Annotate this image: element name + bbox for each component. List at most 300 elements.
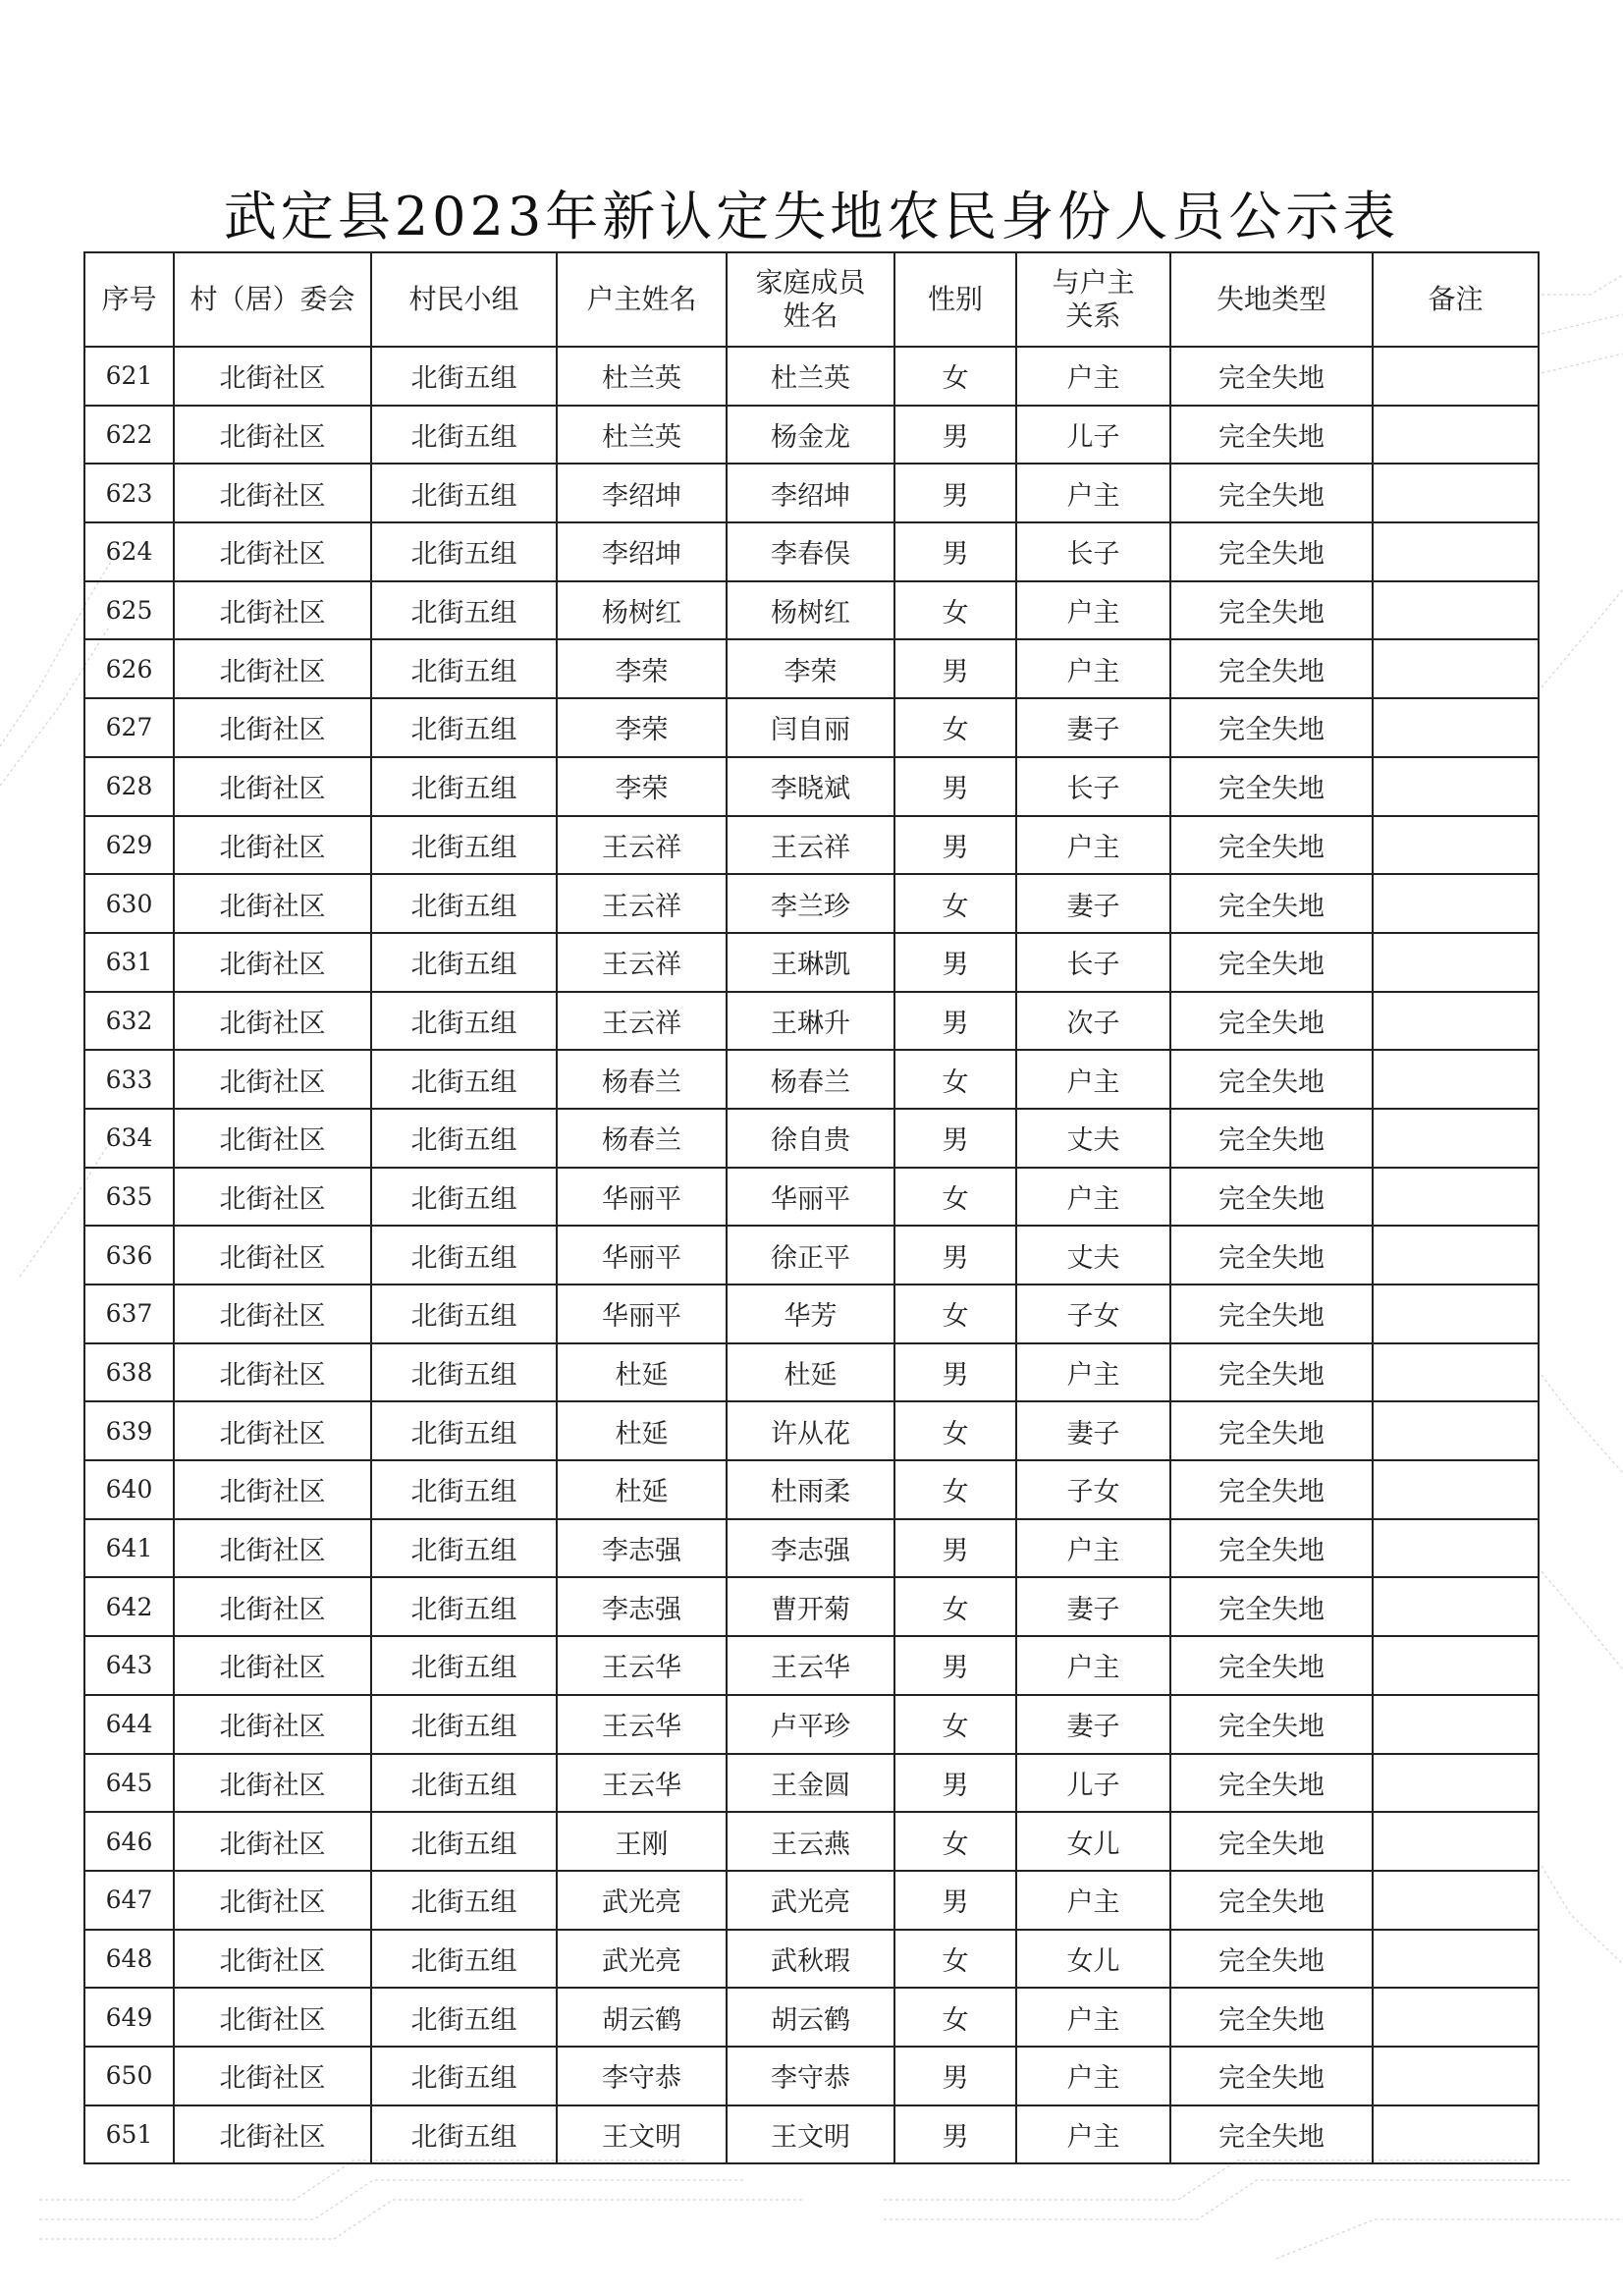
cell-remarks <box>1373 1285 1539 1343</box>
cell-land-type: 完全失地 <box>1170 1636 1373 1695</box>
cell-land-type: 完全失地 <box>1170 816 1373 875</box>
table-row <box>84 2105 1539 2164</box>
cell-relation: 户主 <box>1016 1050 1170 1109</box>
cell-relation: 子女 <box>1016 1285 1170 1343</box>
table-row <box>84 581 1539 640</box>
cell-index: 635 <box>84 1168 174 1227</box>
cell-index: 638 <box>84 1343 174 1402</box>
cell-householder: 李荣 <box>557 757 727 816</box>
cell-group: 北街五组 <box>371 1695 557 1754</box>
cell-member: 李晓斌 <box>727 757 894 816</box>
cell-relation: 子女 <box>1016 1460 1170 1519</box>
cell-committee: 北街社区 <box>174 1168 371 1227</box>
cell-gender: 女 <box>894 1988 1016 2047</box>
cell-remarks <box>1373 933 1539 992</box>
cell-land-type: 完全失地 <box>1170 2047 1373 2105</box>
cell-group: 北街五组 <box>371 2105 557 2164</box>
cell-group: 北街五组 <box>371 1871 557 1930</box>
cell-land-type: 完全失地 <box>1170 1460 1373 1519</box>
cell-land-type: 完全失地 <box>1170 639 1373 698</box>
cell-committee: 北街社区 <box>174 933 371 992</box>
table-row <box>84 639 1539 698</box>
cell-gender: 女 <box>894 1460 1016 1519</box>
table-row <box>84 874 1539 933</box>
cell-index: 646 <box>84 1812 174 1871</box>
cell-committee: 北街社区 <box>174 1226 371 1285</box>
cell-member: 王琳凯 <box>727 933 894 992</box>
cell-land-type: 完全失地 <box>1170 1695 1373 1754</box>
cell-relation: 妻子 <box>1016 698 1170 757</box>
cell-remarks <box>1373 1460 1539 1519</box>
cell-land-type: 完全失地 <box>1170 1988 1373 2047</box>
cell-committee: 北街社区 <box>174 1109 371 1168</box>
cell-member: 武秋瑕 <box>727 1930 894 1989</box>
table-row <box>84 1401 1539 1460</box>
cell-householder: 胡云鹤 <box>557 1988 727 2047</box>
cell-member: 王云华 <box>727 1636 894 1695</box>
cell-member: 杜延 <box>727 1343 894 1402</box>
cell-householder: 李荣 <box>557 639 727 698</box>
cell-committee: 北街社区 <box>174 1930 371 1989</box>
cell-member: 李志强 <box>727 1519 894 1578</box>
column-header-relation: 与户主关系 <box>1016 252 1170 347</box>
table-row <box>84 1050 1539 1109</box>
cell-member: 李荣 <box>727 639 894 698</box>
cell-gender: 女 <box>894 1401 1016 1460</box>
cell-relation: 女儿 <box>1016 1930 1170 1989</box>
cell-committee: 北街社区 <box>174 464 371 522</box>
cell-land-type: 完全失地 <box>1170 1401 1373 1460</box>
cell-relation: 长子 <box>1016 757 1170 816</box>
cell-relation: 户主 <box>1016 1871 1170 1930</box>
cell-remarks <box>1373 1871 1539 1930</box>
cell-committee: 北街社区 <box>174 992 371 1051</box>
cell-relation: 户主 <box>1016 1519 1170 1578</box>
cell-remarks <box>1373 639 1539 698</box>
cell-householder: 王云华 <box>557 1695 727 1754</box>
cell-member: 华丽平 <box>727 1168 894 1227</box>
cell-index: 649 <box>84 1988 174 2047</box>
cell-gender: 男 <box>894 2047 1016 2105</box>
cell-remarks <box>1373 581 1539 640</box>
cell-householder: 华丽平 <box>557 1226 727 1285</box>
cell-group: 北街五组 <box>371 639 557 698</box>
cell-householder: 王云祥 <box>557 816 727 875</box>
cell-committee: 北街社区 <box>174 874 371 933</box>
column-header-householder: 户主姓名 <box>557 252 727 347</box>
cell-householder: 李守恭 <box>557 2047 727 2105</box>
cell-gender: 女 <box>894 1930 1016 1989</box>
cell-index: 647 <box>84 1871 174 1930</box>
cell-land-type: 完全失地 <box>1170 1226 1373 1285</box>
cell-gender: 男 <box>894 1871 1016 1930</box>
cell-remarks <box>1373 874 1539 933</box>
cell-gender: 男 <box>894 2105 1016 2164</box>
cell-land-type: 完全失地 <box>1170 874 1373 933</box>
cell-gender: 男 <box>894 992 1016 1051</box>
cell-householder: 武光亮 <box>557 1871 727 1930</box>
cell-householder: 王云华 <box>557 1636 727 1695</box>
cell-relation: 户主 <box>1016 1636 1170 1695</box>
cell-group: 北街五组 <box>371 757 557 816</box>
cell-gender: 女 <box>894 1577 1016 1636</box>
cell-remarks <box>1373 1988 1539 2047</box>
roster-table <box>83 251 1540 2164</box>
cell-index: 644 <box>84 1695 174 1754</box>
cell-index: 639 <box>84 1401 174 1460</box>
cell-relation: 户主 <box>1016 1168 1170 1227</box>
cell-householder: 王云华 <box>557 1754 727 1813</box>
cell-relation: 女儿 <box>1016 1812 1170 1871</box>
cell-gender: 男 <box>894 1109 1016 1168</box>
cell-committee: 北街社区 <box>174 347 371 406</box>
cell-relation: 户主 <box>1016 2047 1170 2105</box>
cell-remarks <box>1373 698 1539 757</box>
cell-group: 北街五组 <box>371 1577 557 1636</box>
table-row <box>84 1754 1539 1813</box>
cell-land-type: 完全失地 <box>1170 2105 1373 2164</box>
cell-member: 杨树红 <box>727 581 894 640</box>
column-header-group: 村民小组 <box>371 252 557 347</box>
cell-member: 许从花 <box>727 1401 894 1460</box>
cell-land-type: 完全失地 <box>1170 992 1373 1051</box>
cell-householder: 杨春兰 <box>557 1050 727 1109</box>
cell-householder: 李志强 <box>557 1519 727 1578</box>
cell-group: 北街五组 <box>371 1401 557 1460</box>
cell-householder: 王云祥 <box>557 992 727 1051</box>
cell-householder: 杨树红 <box>557 581 727 640</box>
cell-index: 628 <box>84 757 174 816</box>
cell-gender: 女 <box>894 1050 1016 1109</box>
cell-committee: 北街社区 <box>174 757 371 816</box>
cell-committee: 北街社区 <box>174 816 371 875</box>
cell-gender: 女 <box>894 1812 1016 1871</box>
cell-member: 卢平珍 <box>727 1695 894 1754</box>
column-header-gender: 性别 <box>894 252 1016 347</box>
table-row <box>84 347 1539 406</box>
cell-land-type: 完全失地 <box>1170 347 1373 406</box>
cell-group: 北街五组 <box>371 933 557 992</box>
column-header-committee: 村（居）委会 <box>174 252 371 347</box>
cell-index: 629 <box>84 816 174 875</box>
cell-gender: 女 <box>894 347 1016 406</box>
cell-gender: 女 <box>894 1168 1016 1227</box>
cell-member: 杜兰英 <box>727 347 894 406</box>
cell-land-type: 完全失地 <box>1170 406 1373 465</box>
cell-remarks <box>1373 2105 1539 2164</box>
cell-householder: 武光亮 <box>557 1930 727 1989</box>
cell-member: 王云祥 <box>727 816 894 875</box>
cell-remarks <box>1373 1401 1539 1460</box>
table-row <box>84 1988 1539 2047</box>
cell-committee: 北街社区 <box>174 1519 371 1578</box>
cell-gender: 男 <box>894 406 1016 465</box>
cell-householder: 王云祥 <box>557 874 727 933</box>
cell-land-type: 完全失地 <box>1170 522 1373 581</box>
cell-committee: 北街社区 <box>174 1343 371 1402</box>
cell-index: 631 <box>84 933 174 992</box>
cell-committee: 北街社区 <box>174 1285 371 1343</box>
table-row <box>84 1871 1539 1930</box>
cell-committee: 北街社区 <box>174 1754 371 1813</box>
cell-member: 徐自贵 <box>727 1109 894 1168</box>
cell-group: 北街五组 <box>371 1168 557 1227</box>
cell-gender: 女 <box>894 1285 1016 1343</box>
cell-land-type: 完全失地 <box>1170 933 1373 992</box>
cell-householder: 华丽平 <box>557 1168 727 1227</box>
cell-member: 杜雨柔 <box>727 1460 894 1519</box>
cell-index: 626 <box>84 639 174 698</box>
cell-group: 北街五组 <box>371 406 557 465</box>
cell-relation: 丈夫 <box>1016 1226 1170 1285</box>
cell-member: 李守恭 <box>727 2047 894 2105</box>
cell-committee: 北街社区 <box>174 1812 371 1871</box>
cell-committee: 北街社区 <box>174 698 371 757</box>
cell-householder: 王云祥 <box>557 933 727 992</box>
column-header-remarks: 备注 <box>1373 252 1539 347</box>
cell-householder: 王文明 <box>557 2105 727 2164</box>
cell-remarks <box>1373 347 1539 406</box>
cell-committee: 北街社区 <box>174 1050 371 1109</box>
cell-land-type: 完全失地 <box>1170 1343 1373 1402</box>
cell-member: 闫自丽 <box>727 698 894 757</box>
cell-remarks <box>1373 757 1539 816</box>
cell-gender: 女 <box>894 1695 1016 1754</box>
cell-remarks <box>1373 1695 1539 1754</box>
cell-land-type: 完全失地 <box>1170 1050 1373 1109</box>
cell-remarks <box>1373 816 1539 875</box>
page-title: 武定县2023年新认定失地农民身份人员公示表 <box>223 186 1400 247</box>
cell-householder: 杜延 <box>557 1460 727 1519</box>
cell-land-type: 完全失地 <box>1170 1168 1373 1227</box>
column-header-index: 序号 <box>84 252 174 347</box>
cell-group: 北街五组 <box>371 1343 557 1402</box>
cell-gender: 男 <box>894 1343 1016 1402</box>
cell-group: 北街五组 <box>371 1988 557 2047</box>
cell-index: 641 <box>84 1519 174 1578</box>
table-row <box>84 1109 1539 1168</box>
cell-householder: 王刚 <box>557 1812 727 1871</box>
cell-gender: 男 <box>894 639 1016 698</box>
cell-land-type: 完全失地 <box>1170 1871 1373 1930</box>
cell-index: 624 <box>84 522 174 581</box>
cell-member: 李绍坤 <box>727 464 894 522</box>
cell-gender: 男 <box>894 1226 1016 1285</box>
cell-committee: 北街社区 <box>174 1695 371 1754</box>
cell-relation: 户主 <box>1016 581 1170 640</box>
cell-member: 李兰珍 <box>727 874 894 933</box>
cell-remarks <box>1373 1636 1539 1695</box>
cell-gender: 男 <box>894 933 1016 992</box>
cell-relation: 次子 <box>1016 992 1170 1051</box>
cell-member: 武光亮 <box>727 1871 894 1930</box>
cell-land-type: 完全失地 <box>1170 1577 1373 1636</box>
table-row <box>84 1519 1539 1578</box>
cell-remarks <box>1373 464 1539 522</box>
cell-committee: 北街社区 <box>174 1636 371 1695</box>
cell-committee: 北街社区 <box>174 639 371 698</box>
table-row <box>84 1812 1539 1871</box>
cell-relation: 户主 <box>1016 464 1170 522</box>
cell-group: 北街五组 <box>371 1285 557 1343</box>
table-row <box>84 1460 1539 1519</box>
cell-member: 王琳升 <box>727 992 894 1051</box>
cell-remarks <box>1373 522 1539 581</box>
cell-index: 650 <box>84 2047 174 2105</box>
cell-remarks <box>1373 1930 1539 1989</box>
cell-relation: 户主 <box>1016 2105 1170 2164</box>
cell-committee: 北街社区 <box>174 1401 371 1460</box>
cell-committee: 北街社区 <box>174 1460 371 1519</box>
cell-committee: 北街社区 <box>174 522 371 581</box>
cell-group: 北街五组 <box>371 816 557 875</box>
cell-group: 北街五组 <box>371 1109 557 1168</box>
cell-gender: 男 <box>894 464 1016 522</box>
cell-group: 北街五组 <box>371 522 557 581</box>
cell-land-type: 完全失地 <box>1170 1812 1373 1871</box>
cell-householder: 杜延 <box>557 1401 727 1460</box>
cell-relation: 户主 <box>1016 639 1170 698</box>
cell-index: 625 <box>84 581 174 640</box>
cell-committee: 北街社区 <box>174 1988 371 2047</box>
column-header-land-type: 失地类型 <box>1170 252 1373 347</box>
cell-index: 621 <box>84 347 174 406</box>
cell-group: 北街五组 <box>371 698 557 757</box>
cell-householder: 华丽平 <box>557 1285 727 1343</box>
cell-member: 王云燕 <box>727 1812 894 1871</box>
cell-gender: 男 <box>894 1754 1016 1813</box>
cell-member: 曹开菊 <box>727 1577 894 1636</box>
cell-gender: 男 <box>894 757 1016 816</box>
cell-remarks <box>1373 992 1539 1051</box>
cell-committee: 北街社区 <box>174 2105 371 2164</box>
cell-group: 北街五组 <box>371 1812 557 1871</box>
cell-remarks <box>1373 1226 1539 1285</box>
cell-group: 北街五组 <box>371 464 557 522</box>
cell-relation: 妻子 <box>1016 1695 1170 1754</box>
cell-land-type: 完全失地 <box>1170 757 1373 816</box>
cell-committee: 北街社区 <box>174 581 371 640</box>
cell-relation: 户主 <box>1016 347 1170 406</box>
cell-relation: 儿子 <box>1016 1754 1170 1813</box>
cell-householder: 李绍坤 <box>557 464 727 522</box>
table-row <box>84 464 1539 522</box>
cell-remarks <box>1373 1754 1539 1813</box>
cell-member: 徐正平 <box>727 1226 894 1285</box>
cell-relation: 长子 <box>1016 522 1170 581</box>
cell-remarks <box>1373 1109 1539 1168</box>
cell-householder: 李绍坤 <box>557 522 727 581</box>
cell-group: 北街五组 <box>371 581 557 640</box>
cell-group: 北街五组 <box>371 1930 557 1989</box>
cell-index: 623 <box>84 464 174 522</box>
cell-land-type: 完全失地 <box>1170 1519 1373 1578</box>
cell-index: 630 <box>84 874 174 933</box>
cell-member: 杨春兰 <box>727 1050 894 1109</box>
cell-group: 北街五组 <box>371 1460 557 1519</box>
cell-remarks <box>1373 1343 1539 1402</box>
cell-index: 622 <box>84 406 174 465</box>
table-row <box>84 757 1539 816</box>
cell-group: 北街五组 <box>371 1636 557 1695</box>
table-row <box>84 1577 1539 1636</box>
cell-member: 李春俣 <box>727 522 894 581</box>
table-row <box>84 2047 1539 2105</box>
cell-index: 642 <box>84 1577 174 1636</box>
cell-land-type: 完全失地 <box>1170 698 1373 757</box>
table-row <box>84 1695 1539 1754</box>
cell-householder: 杜延 <box>557 1343 727 1402</box>
column-header-member: 家庭成员姓名 <box>727 252 894 347</box>
cell-index: 627 <box>84 698 174 757</box>
cell-householder: 李荣 <box>557 698 727 757</box>
cell-land-type: 完全失地 <box>1170 581 1373 640</box>
cell-index: 636 <box>84 1226 174 1285</box>
table-row <box>84 992 1539 1051</box>
cell-group: 北街五组 <box>371 1226 557 1285</box>
cell-relation: 妻子 <box>1016 1401 1170 1460</box>
table-row <box>84 1168 1539 1227</box>
cell-member: 华芳 <box>727 1285 894 1343</box>
cell-relation: 户主 <box>1016 816 1170 875</box>
cell-land-type: 完全失地 <box>1170 464 1373 522</box>
table-row <box>84 1226 1539 1285</box>
cell-remarks <box>1373 1577 1539 1636</box>
cell-group: 北街五组 <box>371 992 557 1051</box>
cell-remarks <box>1373 2047 1539 2105</box>
cell-householder: 杜兰英 <box>557 347 727 406</box>
cell-remarks <box>1373 1519 1539 1578</box>
cell-householder: 杨春兰 <box>557 1109 727 1168</box>
table-body <box>84 347 1539 2163</box>
cell-gender: 女 <box>894 698 1016 757</box>
cell-relation: 妻子 <box>1016 874 1170 933</box>
cell-committee: 北街社区 <box>174 2047 371 2105</box>
cell-index: 632 <box>84 992 174 1051</box>
table-row <box>84 1285 1539 1343</box>
table-row <box>84 522 1539 581</box>
cell-remarks <box>1373 1050 1539 1109</box>
table-row <box>84 933 1539 992</box>
cell-group: 北街五组 <box>371 2047 557 2105</box>
cell-group: 北街五组 <box>371 874 557 933</box>
cell-index: 637 <box>84 1285 174 1343</box>
cell-land-type: 完全失地 <box>1170 1109 1373 1168</box>
cell-member: 杨金龙 <box>727 406 894 465</box>
cell-householder: 杜兰英 <box>557 406 727 465</box>
cell-relation: 户主 <box>1016 1988 1170 2047</box>
table-row <box>84 1636 1539 1695</box>
cell-group: 北街五组 <box>371 1754 557 1813</box>
cell-remarks <box>1373 406 1539 465</box>
cell-member: 胡云鹤 <box>727 1988 894 2047</box>
cell-gender: 男 <box>894 522 1016 581</box>
cell-index: 633 <box>84 1050 174 1109</box>
table-row <box>84 698 1539 757</box>
cell-gender: 男 <box>894 1519 1016 1578</box>
table-row <box>84 1930 1539 1989</box>
table-header-row <box>84 252 1539 347</box>
cell-gender: 女 <box>894 581 1016 640</box>
cell-relation: 儿子 <box>1016 406 1170 465</box>
cell-group: 北街五组 <box>371 347 557 406</box>
cell-index: 634 <box>84 1109 174 1168</box>
cell-group: 北街五组 <box>371 1519 557 1578</box>
table-row <box>84 816 1539 875</box>
table-row <box>84 1343 1539 1402</box>
cell-remarks <box>1373 1812 1539 1871</box>
cell-relation: 长子 <box>1016 933 1170 992</box>
